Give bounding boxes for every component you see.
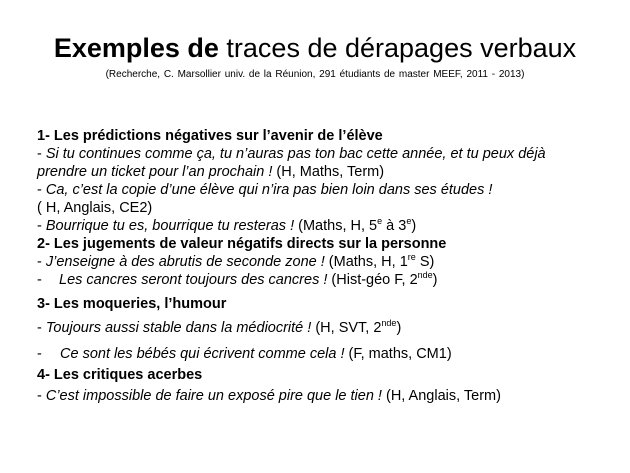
- quote-reference-part: (Maths, H, 5: [294, 218, 378, 234]
- quote-reference: [294, 218, 416, 234]
- quote-text: C’est impossible de faire un exposé pire que le tien !: [45, 388, 382, 404]
- quote-reference-part: (Maths, H, 1: [324, 254, 408, 270]
- section-heading-2: 2- Les jugements de valeur négatifs directs sur la personne: [37, 236, 447, 252]
- quote-reference-part: ): [411, 218, 417, 234]
- slide-title-bold: Exemples de: [53, 33, 219, 63]
- quote-item: [37, 319, 622, 337]
- quote-reference-sup: nde: [381, 318, 397, 328]
- quote-reference-sup: nde: [417, 270, 433, 280]
- quote-text: J’enseigne à des abrutis de seconde zone !: [45, 254, 325, 270]
- section-heading-3: 3- Les moqueries, l’humour: [37, 296, 227, 312]
- quote-dash: -: [37, 346, 42, 362]
- quote-text: Ca, c’est la copie d’une élève qui n’ira pas bien loin dans ses études !: [45, 182, 493, 198]
- quote-text: Toujours aussi stable dans la médiocrité !: [45, 320, 312, 336]
- quote-text: Bourrique tu es, bourrique tu resteras !: [45, 218, 295, 234]
- quote-item: [37, 145, 597, 181]
- slide-title: [0, 32, 630, 64]
- quote-item: [37, 271, 622, 289]
- quote-reference: [327, 272, 437, 288]
- section-heading-4: 4- Les critiques acerbes: [37, 367, 203, 383]
- quote-reference-part: (Hist-géo F, 2: [327, 272, 418, 288]
- quote-item: [37, 345, 622, 363]
- quote-reference-part: (H, SVT, 2: [311, 320, 382, 336]
- quote-reference-sup: e: [406, 216, 412, 226]
- quote-dash: -: [37, 320, 46, 336]
- quote-reference-part: S): [415, 254, 435, 270]
- quote-reference: ( H, Anglais, CE2): [37, 200, 153, 216]
- quote-reference: [311, 320, 401, 336]
- quote-text: Si tu continues comme ça, tu n’auras pas ton bac cette année, et tu peux déjà prendre un ticket pour l’an prochain !: [37, 146, 546, 180]
- quote-dash: -: [37, 182, 46, 198]
- quote-reference-part: ): [396, 320, 402, 336]
- slide-title-rest: traces de dérapages verbaux: [218, 33, 577, 63]
- quote-item: [37, 387, 622, 405]
- quote-reference-part: à 3: [382, 218, 407, 234]
- slide-body: [37, 127, 622, 405]
- quote-dash: -: [37, 146, 46, 162]
- quote-reference-sup: re: [407, 252, 416, 262]
- quote-dash: -: [37, 218, 46, 234]
- quote-reference: (H, Anglais, Term): [381, 388, 501, 404]
- quote-reference: (H, Maths, Term): [272, 164, 385, 180]
- quote-item: [37, 217, 622, 235]
- quote-dash: -: [37, 254, 46, 270]
- quote-reference-part: ): [432, 272, 438, 288]
- quote-reference: (F, maths, CM1): [344, 346, 452, 362]
- quote-dash: -: [37, 388, 46, 404]
- quote-text: Ce sont les bébés qui écrivent comme cela !: [60, 346, 345, 362]
- quote-reference: [325, 254, 435, 270]
- section-heading-1: 1- Les prédictions négatives sur l’avenir de l’élève: [37, 128, 383, 144]
- quote-dash: -: [37, 272, 42, 288]
- quote-reference-sup: e: [377, 216, 383, 226]
- quote-item: [37, 181, 622, 199]
- slide-subtitle: (Recherche, C. Marsollier univ. de la Réunion, 291 étudiants de master MEEF, 2011 - 2013): [105, 69, 525, 80]
- quote-item: [37, 253, 622, 271]
- quote-text: Les cancres seront toujours des cancres !: [59, 272, 328, 288]
